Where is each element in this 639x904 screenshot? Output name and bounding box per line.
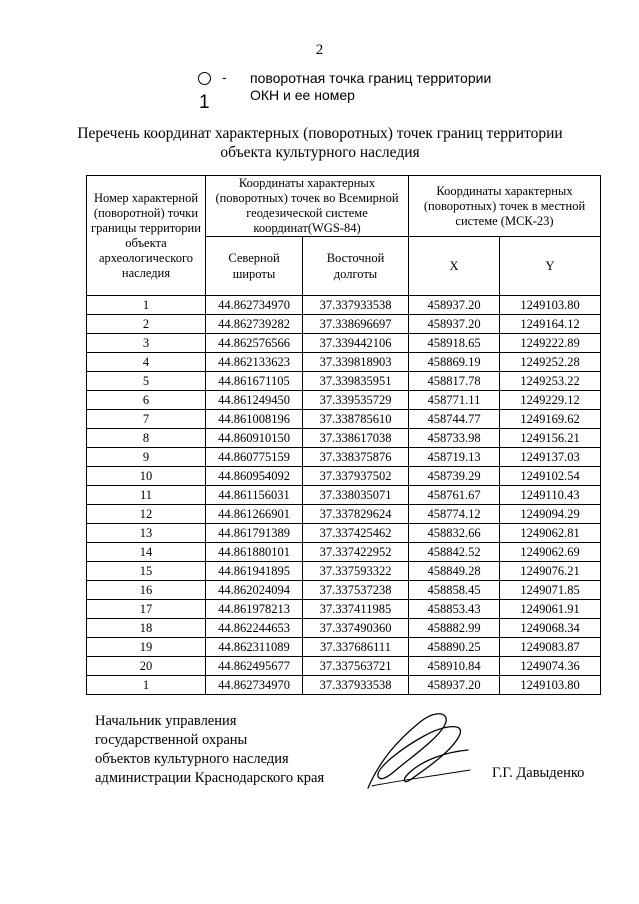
cell-y: 1249156.21 (500, 429, 601, 448)
cell-y: 1249083.87 (500, 638, 601, 657)
cell-point-number: 20 (87, 657, 206, 676)
cell-north-latitude: 44.862495677 (206, 657, 303, 676)
cell-east-longitude: 37.338696697 (303, 315, 409, 334)
cell-north-latitude: 44.860775159 (206, 448, 303, 467)
cell-north-latitude: 44.862244653 (206, 619, 303, 638)
cell-north-latitude: 44.861156031 (206, 486, 303, 505)
cell-x: 458771.11 (409, 391, 500, 410)
cell-north-latitude: 44.862734970 (206, 296, 303, 315)
cell-x: 458761.67 (409, 486, 500, 505)
table-row (87, 467, 601, 486)
cell-point-number: 9 (87, 448, 206, 467)
cell-north-latitude: 44.861008196 (206, 410, 303, 429)
cell-y: 1249222.89 (500, 334, 601, 353)
table-row (87, 315, 601, 334)
cell-north-latitude: 44.862024094 (206, 581, 303, 600)
cell-east-longitude: 37.337829624 (303, 505, 409, 524)
cell-y: 1249229.12 (500, 391, 601, 410)
cell-point-number: 1 (87, 676, 206, 695)
table-row (87, 581, 601, 600)
page-number: 2 (315, 42, 324, 58)
cell-east-longitude: 37.337593322 (303, 562, 409, 581)
cell-east-longitude: 37.339835951 (303, 372, 409, 391)
cell-x: 458890.25 (409, 638, 500, 657)
cell-east-longitude: 37.337490360 (303, 619, 409, 638)
cell-y: 1249071.85 (500, 581, 601, 600)
table-row (87, 562, 601, 581)
signature-position: Начальник управления государственной охраны объектов культурного наследия администрации Краснодарского края (95, 713, 325, 786)
cell-north-latitude: 44.862739282 (206, 315, 303, 334)
cell-y: 1249103.80 (500, 676, 601, 695)
table-row (87, 391, 601, 410)
header-north-latitude: Северной широты (206, 237, 303, 296)
cell-x: 458869.19 (409, 353, 500, 372)
table-row (87, 334, 601, 353)
cell-y: 1249076.21 (500, 562, 601, 581)
cell-point-number: 1 (87, 296, 206, 315)
cell-x: 458817.78 (409, 372, 500, 391)
page-title: Перечень координат характерных (поворотных) точек границ территории объекта культурного наследия (77, 125, 563, 161)
legend-text: поворотная точка границ территории ОКН и ее номер (250, 70, 492, 103)
turning-point-circle-icon (198, 72, 211, 85)
cell-point-number: 14 (87, 543, 206, 562)
cell-east-longitude: 37.338375876 (303, 448, 409, 467)
cell-point-number: 19 (87, 638, 206, 657)
table-row (87, 619, 601, 638)
cell-east-longitude: 37.337933538 (303, 296, 409, 315)
cell-x: 458774.12 (409, 505, 500, 524)
cell-y: 1249062.69 (500, 543, 601, 562)
cell-east-longitude: 37.337537238 (303, 581, 409, 600)
cell-x: 458853.43 (409, 600, 500, 619)
cell-y: 1249253.22 (500, 372, 601, 391)
cell-north-latitude: 44.862576566 (206, 334, 303, 353)
cell-y: 1249074.36 (500, 657, 601, 676)
cell-point-number: 15 (87, 562, 206, 581)
cell-x: 458739.29 (409, 467, 500, 486)
cell-point-number: 6 (87, 391, 206, 410)
coordinates-table-body (87, 296, 601, 695)
cell-east-longitude: 37.339442106 (303, 334, 409, 353)
cell-y: 1249110.43 (500, 486, 601, 505)
cell-x: 458719.13 (409, 448, 500, 467)
cell-y: 1249068.34 (500, 619, 601, 638)
coordinates-table (86, 175, 601, 695)
legend-dash: - (222, 69, 227, 85)
cell-east-longitude: 37.338785610 (303, 410, 409, 429)
handwritten-signature (350, 700, 480, 800)
cell-point-number: 16 (87, 581, 206, 600)
cell-point-number: 11 (87, 486, 206, 505)
legend (196, 70, 526, 120)
table-row (87, 505, 601, 524)
table-row (87, 372, 601, 391)
cell-north-latitude: 44.860954092 (206, 467, 303, 486)
cell-north-latitude: 44.861978213 (206, 600, 303, 619)
table-row (87, 543, 601, 562)
cell-x: 458882.99 (409, 619, 500, 638)
cell-east-longitude: 37.339818903 (303, 353, 409, 372)
cell-north-latitude: 44.861671105 (206, 372, 303, 391)
cell-y: 1249137.03 (500, 448, 601, 467)
cell-east-longitude: 37.337933538 (303, 676, 409, 695)
cell-y: 1249061.91 (500, 600, 601, 619)
cell-north-latitude: 44.862734970 (206, 676, 303, 695)
cell-y: 1249094.29 (500, 505, 601, 524)
cell-y: 1249062.81 (500, 524, 601, 543)
cell-point-number: 7 (87, 410, 206, 429)
cell-east-longitude: 37.337937502 (303, 467, 409, 486)
table-row (87, 410, 601, 429)
cell-y: 1249164.12 (500, 315, 601, 334)
cell-north-latitude: 44.861791389 (206, 524, 303, 543)
cell-x: 458918.65 (409, 334, 500, 353)
cell-point-number: 3 (87, 334, 206, 353)
table-row (87, 429, 601, 448)
cell-east-longitude: 37.337563721 (303, 657, 409, 676)
cell-east-longitude: 37.337422952 (303, 543, 409, 562)
cell-x: 458937.20 (409, 676, 500, 695)
cell-north-latitude: 44.860910150 (206, 429, 303, 448)
table-row (87, 448, 601, 467)
cell-x: 458842.52 (409, 543, 500, 562)
cell-y: 1249103.80 (500, 296, 601, 315)
table-row (87, 486, 601, 505)
table-row (87, 657, 601, 676)
cell-point-number: 8 (87, 429, 206, 448)
header-x: X (409, 237, 500, 296)
cell-x: 458937.20 (409, 296, 500, 315)
header-msk23: Координаты характерных (поворотных) точек в местной системе (МСК-23) (409, 176, 601, 237)
cell-north-latitude: 44.861880101 (206, 543, 303, 562)
table-row (87, 524, 601, 543)
cell-east-longitude: 37.339535729 (303, 391, 409, 410)
cell-east-longitude: 37.337425462 (303, 524, 409, 543)
cell-x: 458849.28 (409, 562, 500, 581)
cell-east-longitude: 37.338617038 (303, 429, 409, 448)
cell-point-number: 12 (87, 505, 206, 524)
cell-x: 458832.66 (409, 524, 500, 543)
cell-y: 1249102.54 (500, 467, 601, 486)
cell-x: 458744.77 (409, 410, 500, 429)
header-east-longitude: Восточной долготы (303, 237, 409, 296)
cell-north-latitude: 44.861249450 (206, 391, 303, 410)
header-point-number: Номер характерной (поворотной) точки границы территории объекта археологического наследия (87, 176, 206, 296)
cell-east-longitude: 37.337686111 (303, 638, 409, 657)
cell-north-latitude: 44.861941895 (206, 562, 303, 581)
cell-east-longitude: 37.338035071 (303, 486, 409, 505)
cell-point-number: 13 (87, 524, 206, 543)
cell-y: 1249169.62 (500, 410, 601, 429)
cell-east-longitude: 37.337411985 (303, 600, 409, 619)
cell-x: 458910.84 (409, 657, 500, 676)
header-y: Y (500, 237, 601, 296)
cell-point-number: 18 (87, 619, 206, 638)
table-row (87, 638, 601, 657)
cell-y: 1249252.28 (500, 353, 601, 372)
legend-marker-number: 1 (199, 92, 210, 113)
cell-north-latitude: 44.861266901 (206, 505, 303, 524)
cell-point-number: 10 (87, 467, 206, 486)
cell-x: 458733.98 (409, 429, 500, 448)
header-wgs84: Координаты характерных (поворотных) точек во Всемирной геодезической системе координат(WGS-84) (206, 176, 409, 237)
table-row (87, 296, 601, 315)
table-row (87, 676, 601, 695)
cell-x: 458858.45 (409, 581, 500, 600)
table-row (87, 600, 601, 619)
signatory-name: Г.Г. Давыденко (492, 765, 585, 781)
cell-point-number: 5 (87, 372, 206, 391)
cell-point-number: 4 (87, 353, 206, 372)
cell-north-latitude: 44.862311089 (206, 638, 303, 657)
table-row (87, 353, 601, 372)
cell-north-latitude: 44.862133623 (206, 353, 303, 372)
cell-point-number: 2 (87, 315, 206, 334)
cell-point-number: 17 (87, 600, 206, 619)
cell-x: 458937.20 (409, 315, 500, 334)
